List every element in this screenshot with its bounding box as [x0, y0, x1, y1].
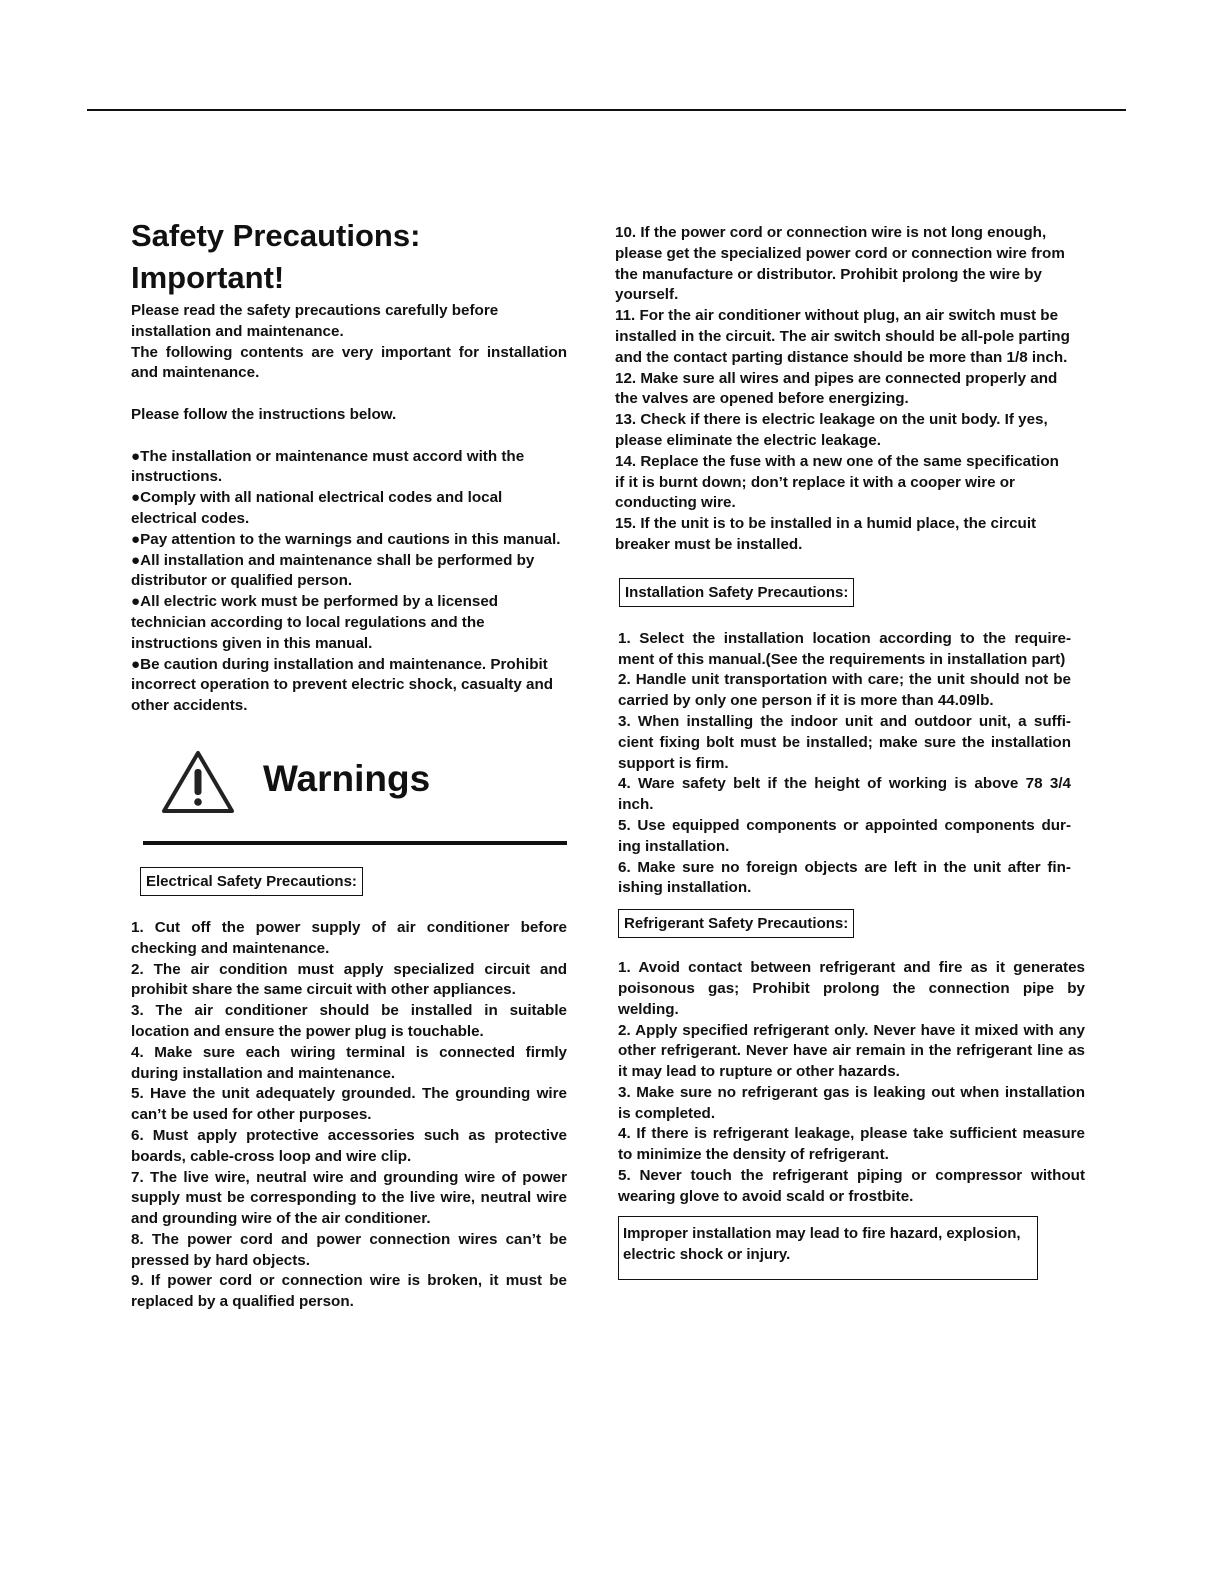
list-item: 3. When installing the indoor unit and outdoor unit, a suffi-cient fixing bolt must be installed; make sure the installation support is firm.	[618, 712, 1071, 772]
list-item: 6. Must apply protective accessories such as protective boards, cable-cross loop and wire clip.	[131, 1126, 567, 1165]
list-item: 3. Make sure no refrigerant gas is leaking out when installation is completed.	[618, 1083, 1085, 1122]
electrical-list-continued	[615, 223, 1071, 556]
left-column	[131, 215, 567, 1313]
warnings-title: Warnings	[263, 757, 431, 799]
bullet-item: ●All installation and maintenance shall be performed by distributor or qualified person.	[131, 551, 535, 590]
warning-triangle-icon	[159, 747, 237, 817]
list-item: 4. If there is refrigerant leakage, please take sufficient measure to minimize the density of refrigerant.	[618, 1125, 1085, 1164]
warnings-banner	[131, 741, 567, 845]
list-item: 1. Cut off the power supply of air conditioner before checking and maintenance.	[131, 918, 567, 957]
title-line-1: Safety Precautions:	[131, 218, 421, 253]
list-item: 1. Select the installation location according to the require-ment of this manual.(See the requirements in installation part)	[618, 629, 1071, 668]
right-column	[615, 223, 1085, 1280]
list-item: 14. Replace the fuse with a new one of the same specification if it is burnt down; don’t replace it with a cooper wire or conducting wire.	[615, 452, 1059, 512]
list-item: 5. Use equipped components or appointed components dur-ing installation.	[618, 816, 1071, 855]
list-item: 2. The air condition must apply specialized circuit and prohibit share the same circuit with other appliances.	[131, 960, 567, 999]
warnings-rule	[143, 841, 567, 845]
installation-section-label: Installation Safety Precautions:	[619, 578, 854, 607]
electrical-list	[131, 918, 567, 1313]
list-item: 2. Handle unit transportation with care; the unit should not be carried by only one person if it is more than 44.09lb.	[618, 671, 1071, 710]
bullet-item: ●Comply with all national electrical codes and local electrical codes.	[131, 489, 503, 527]
bullet-list	[131, 447, 567, 717]
list-item: 6. Make sure no foreign objects are left in the unit after fin-ishing installation.	[618, 858, 1071, 897]
header-rule	[87, 109, 1126, 111]
list-item: 2. Apply specified refrigerant only. Never have it mixed with any other refrigerant. Never have air remain in the refrigerant line as it may lead to rupture or other hazards.	[618, 1021, 1085, 1081]
bullet-item: ●All electric work must be performed by a licensed technician according to local regulations and the instructions given in this manual.	[131, 593, 499, 652]
page-title	[131, 215, 567, 299]
follow-instructions: Please follow the instructions below.	[131, 405, 397, 423]
electrical-section-label: Electrical Safety Precautions:	[140, 867, 363, 896]
bullet-item: ●The installation or maintenance must accord with the instructions.	[131, 447, 525, 486]
title-line-2: Important!	[131, 260, 285, 295]
list-item: 13. Check if there is electric leakage on the unit body. If yes, please eliminate the electric leakage.	[615, 411, 1048, 449]
bullet-item: ●Pay attention to the warnings and cautions in this manual.	[131, 530, 561, 548]
list-item: 4. Make sure each wiring terminal is connected firmly during installation and maintenance.	[131, 1043, 567, 1082]
list-item: 12. Make sure all wires and pipes are connected properly and the valves are opened before energizing.	[615, 369, 1058, 408]
list-item: 10. If the power cord or connection wire is not long enough, please get the specialized power cord or connection wire from the manufacture or distributor. Prohibit prolong the wire by yourself.	[615, 224, 1065, 304]
installation-list	[615, 629, 1071, 899]
list-item: 7. The live wire, neutral wire and grounding wire of power supply must be corresponding to the live wire, neutral wire and grounding wire of the air conditioner.	[131, 1168, 567, 1228]
refrigerant-list	[615, 958, 1085, 1208]
list-item: 8. The power cord and power connection wires can’t be pressed by hard objects.	[131, 1230, 567, 1269]
list-item: 4. Ware safety belt if the height of working is above 78 3/4 inch.	[618, 775, 1071, 814]
intro-paragraph-2: The following contents are very important for installation and maintenance.	[131, 343, 567, 382]
refrigerant-section-label: Refrigerant Safety Precautions:	[618, 909, 854, 938]
list-item: 5. Never touch the refrigerant piping or compressor without wearing glove to avoid scald or frostbite.	[618, 1167, 1085, 1205]
list-item: 1. Avoid contact between refrigerant and fire as it generates poisonous gas; Prohibit prolong the connection pipe by welding.	[618, 959, 1085, 1018]
improper-installation-note: Improper installation may lead to fire hazard, explosion, electric shock or injury.	[618, 1216, 1038, 1280]
intro-paragraph-1: Please read the safety precautions carefully before installation and maintenance.	[131, 302, 499, 340]
list-item: 3. The air conditioner should be installed in suitable location and ensure the power plug is touchable.	[131, 1002, 567, 1040]
list-item: 11. For the air conditioner without plug, an air switch must be installed in the circuit. The air switch should be all-pole parting and the contact parting distance should be more than 1/8 inch.	[615, 307, 1070, 366]
list-item: 15. If the unit is to be installed in a humid place, the circuit breaker must be installed.	[615, 515, 1037, 553]
list-item: 9. If power cord or connection wire is broken, it must be replaced by a qualified person.	[131, 1272, 567, 1311]
bullet-item: ●Be caution during installation and maintenance. Prohibit incorrect operation to prevent electric shock, casualty and other accidents.	[131, 655, 554, 715]
list-item: 5. Have the unit adequately grounded. The grounding wire can’t be used for other purposes.	[131, 1085, 567, 1124]
